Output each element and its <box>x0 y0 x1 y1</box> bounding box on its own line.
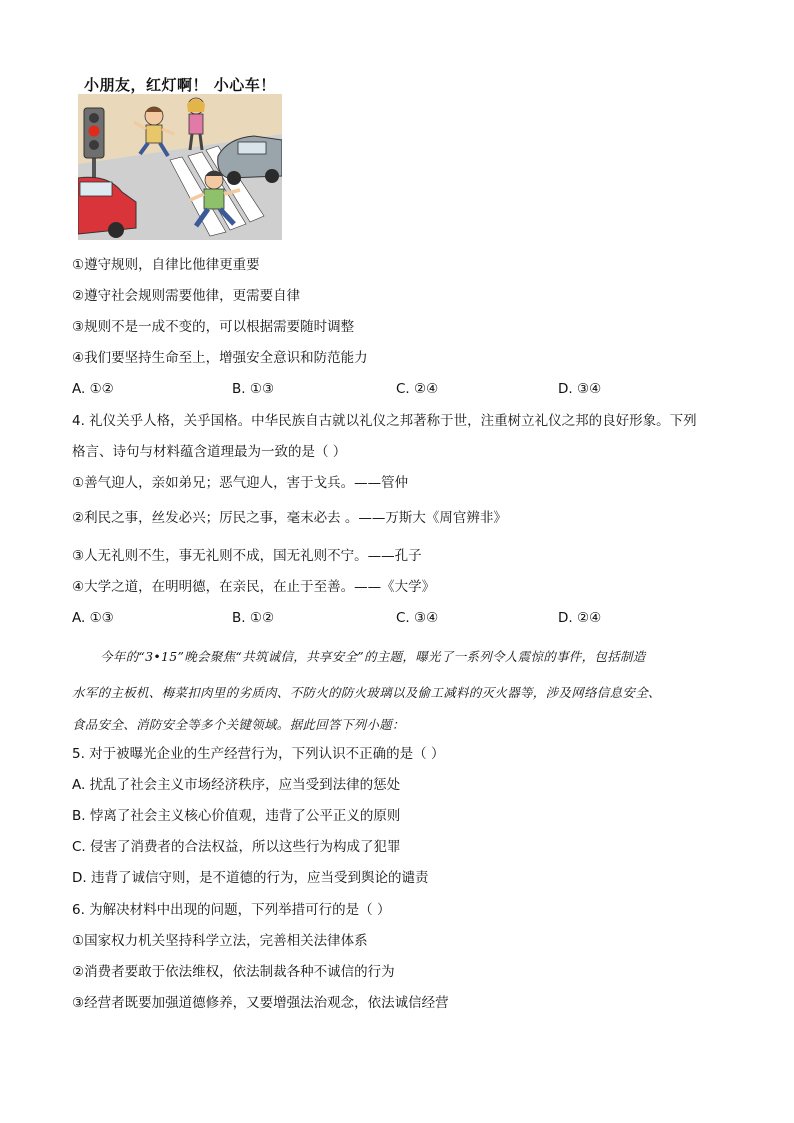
q4-option-c[interactable]: C. ③④ <box>396 610 439 626</box>
q3-statement-1: ①遵守规则，自律比他律更重要 <box>72 257 260 273</box>
q6-statement-2: ②消费者要敢于依法维权，依法制裁各种不诚信的行为 <box>72 964 395 980</box>
q5-option-d[interactable]: D. 违背了诚信守则，是不道德的行为，应当受到舆论的谴责 <box>72 870 429 886</box>
q6-statement-3: ③经营者既要加强道德修养，又要增强法治观念，依法诚信经营 <box>72 995 449 1011</box>
q5-stem: 5. 对于被曝光企业的生产经营行为，下列认识不正确的是（ ） <box>72 746 445 762</box>
material-line-2: 水军的主板机、梅菜扣肉里的劣质肉、不防火的防火玻璃以及偷工减料的灭火器等，涉及网络信息安全、 <box>72 685 661 700</box>
q3-statement-2: ②遵守社会规则需要他律，更需要自律 <box>72 288 301 304</box>
cartoon-caption: 小朋友，红灯啊！ 小心车！ <box>84 76 276 94</box>
q5-option-c[interactable]: C. 侵害了消费者的合法权益，所以这些行为构成了犯罪 <box>72 839 401 855</box>
q4-stem-line-1: 4. 礼仪关乎人格，关乎国格。中华民族自古就以礼仪之邦著称于世，注重树立礼仪之邦的良好形象。下列 <box>72 413 697 429</box>
q6-stem: 6. 为解决材料中出现的问题，下列举措可行的是（ ） <box>72 902 391 918</box>
q4-statement-2: ②利民之事，丝发必兴；厉民之事，毫末必去 。——万斯大《周官辨非》 <box>72 510 507 526</box>
q4-option-d[interactable]: D. ②④ <box>558 610 602 626</box>
q5-option-a[interactable]: A. 扰乱了社会主义市场经济秩序，应当受到法律的惩处 <box>72 777 401 793</box>
q3-statement-3: ③规则不是一成不变的，可以根据需要随时调整 <box>72 319 355 335</box>
q4-option-b[interactable]: B. ①② <box>232 610 275 626</box>
q3-option-c[interactable]: C. ②④ <box>396 381 439 397</box>
traffic-cartoon-illustration <box>78 94 282 240</box>
q4-stem-line-2: 格言、诗句与材料蕴含道理最为一致的是（ ） <box>72 444 347 460</box>
q6-statement-1: ①国家权力机关坚持科学立法，完善相关法律体系 <box>72 933 368 949</box>
q4-statement-1: ①善气迎人，亲如弟兄；恶气迎人，害于戈兵。——管仲 <box>72 475 409 491</box>
q4-statement-4: ④大学之道，在明明德，在亲民，在止于至善。——《大学》 <box>72 579 436 595</box>
q3-option-a[interactable]: A. ①② <box>72 381 114 397</box>
q3-option-d[interactable]: D. ③④ <box>558 381 602 397</box>
q5-option-b[interactable]: B. 悖离了社会主义核心价值观，违背了公平正义的原则 <box>72 808 401 824</box>
material-line-1: 今年的“3•15”晚会聚焦“共筑诚信，共享安全”的主题，曝光了一系列令人震惊的事件，包括制造 <box>100 649 646 664</box>
q3-option-b[interactable]: B. ①③ <box>232 381 275 397</box>
q3-statement-4: ④我们要坚持生命至上，增强安全意识和防范能力 <box>72 350 368 366</box>
q4-option-a[interactable]: A. ①③ <box>72 610 114 626</box>
q4-statement-3: ③人无礼则不生，事无礼则不成，国无礼则不宁。——孔子 <box>72 548 422 564</box>
material-line-3: 食品安全、消防安全等多个关键领域。据此回答下列小题： <box>72 717 405 732</box>
